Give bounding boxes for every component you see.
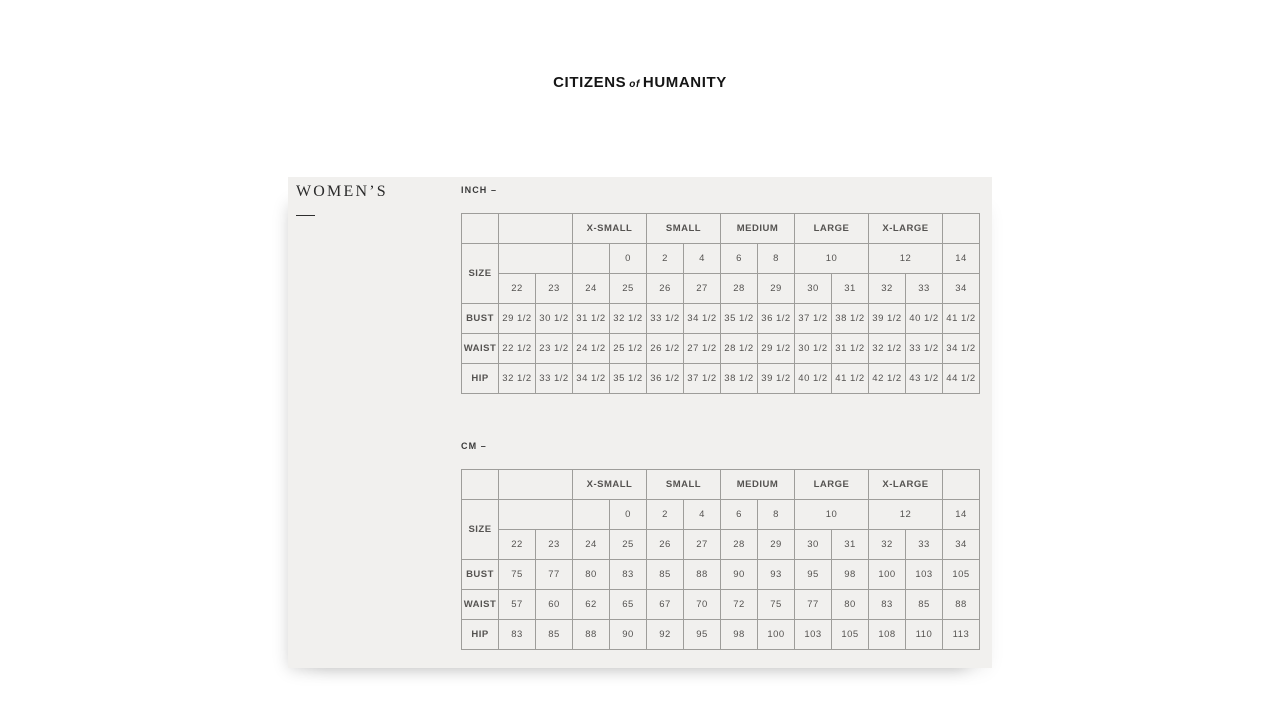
us-size-cell: 10 (795, 244, 869, 274)
measurement-cell: 80 (832, 590, 869, 620)
group-header-medium: MEDIUM (721, 214, 795, 244)
table-row (462, 590, 980, 620)
row-label-bust: BUST (462, 304, 499, 334)
numeric-size-cell: 28 (721, 274, 758, 304)
measurement-cell: 113 (943, 620, 980, 650)
measurement-cell: 28 1/2 (721, 334, 758, 364)
us-size-cell: 4 (684, 500, 721, 530)
measurement-cell: 41 1/2 (832, 364, 869, 394)
measurement-cell: 90 (721, 560, 758, 590)
measurement-cell: 24 1/2 (573, 334, 610, 364)
size-table-section-cm (461, 440, 992, 650)
measurement-cell: 75 (758, 590, 795, 620)
measurement-cell: 83 (610, 560, 647, 590)
numeric-size-cell: 24 (573, 530, 610, 560)
measurement-cell: 57 (499, 590, 536, 620)
group-header-large: LARGE (795, 470, 869, 500)
measurement-cell: 33 1/2 (906, 334, 943, 364)
measurement-cell: 43 1/2 (906, 364, 943, 394)
table-row (462, 214, 980, 244)
numeric-size-cell: 23 (536, 274, 573, 304)
us-size-cell: 6 (721, 244, 758, 274)
brand-logo[interactable] (553, 74, 727, 91)
measurement-cell: 32 1/2 (869, 334, 906, 364)
group-header-x-small: X-SMALL (573, 470, 647, 500)
numeric-size-cell: 22 (499, 530, 536, 560)
group-header-small: SMALL (647, 470, 721, 500)
measurement-cell: 72 (721, 590, 758, 620)
measurement-cell: 100 (869, 560, 906, 590)
size-table-cm (461, 469, 980, 650)
us-size-cell: 14 (943, 244, 980, 274)
unit-label-inch: INCH – (461, 185, 498, 195)
table-row (462, 304, 980, 334)
measurement-cell: 40 1/2 (795, 364, 832, 394)
measurement-cell: 23 1/2 (536, 334, 573, 364)
numeric-size-cell: 27 (684, 530, 721, 560)
brand-logo-word-2: of (629, 79, 640, 90)
us-size-cell: 8 (758, 500, 795, 530)
measurement-cell: 35 1/2 (610, 364, 647, 394)
numeric-size-cell: 26 (647, 274, 684, 304)
blank-cell (499, 500, 573, 530)
us-size-cell: 12 (869, 244, 943, 274)
table-row (462, 274, 980, 304)
measurement-cell: 95 (684, 620, 721, 650)
measurement-cell: 38 1/2 (832, 304, 869, 334)
row-label-bust: BUST (462, 560, 499, 590)
us-size-cell: 12 (869, 500, 943, 530)
table-row (462, 334, 980, 364)
group-header-x-small: X-SMALL (573, 214, 647, 244)
brand-logo-word-1: CITIZENS (553, 74, 627, 91)
us-size-cell: 6 (721, 500, 758, 530)
numeric-size-cell: 22 (499, 274, 536, 304)
measurement-cell: 38 1/2 (721, 364, 758, 394)
measurement-cell: 95 (795, 560, 832, 590)
row-label-size: SIZE (462, 244, 499, 304)
measurement-cell: 34 1/2 (573, 364, 610, 394)
numeric-size-cell: 34 (943, 274, 980, 304)
measurement-cell: 88 (943, 590, 980, 620)
numeric-size-cell: 26 (647, 530, 684, 560)
measurement-cell: 26 1/2 (647, 334, 684, 364)
measurement-cell: 25 1/2 (610, 334, 647, 364)
numeric-size-cell: 30 (795, 530, 832, 560)
measurement-cell: 34 1/2 (684, 304, 721, 334)
size-table-section-inch (461, 184, 992, 394)
numeric-size-cell: 32 (869, 274, 906, 304)
blank-cell (499, 470, 573, 500)
measurement-cell: 90 (610, 620, 647, 650)
measurement-cell: 67 (647, 590, 684, 620)
numeric-size-cell: 31 (832, 530, 869, 560)
us-size-cell: 14 (943, 500, 980, 530)
blank-cell (943, 214, 980, 244)
measurement-cell: 62 (573, 590, 610, 620)
size-chart-sidebar (288, 177, 461, 668)
group-header-large: LARGE (795, 214, 869, 244)
row-label-hip: HIP (462, 364, 499, 394)
measurement-cell: 88 (573, 620, 610, 650)
measurement-cell: 93 (758, 560, 795, 590)
measurement-cell: 103 (795, 620, 832, 650)
measurement-cell: 36 1/2 (758, 304, 795, 334)
table-row (462, 530, 980, 560)
measurement-cell: 85 (906, 590, 943, 620)
numeric-size-cell: 29 (758, 274, 795, 304)
measurement-cell: 31 1/2 (832, 334, 869, 364)
table-row (462, 244, 980, 274)
blank-cell (499, 244, 573, 274)
us-size-cell: 2 (647, 244, 684, 274)
numeric-size-cell: 33 (906, 530, 943, 560)
us-size-cell: 2 (647, 500, 684, 530)
title-underline (296, 215, 315, 216)
measurement-cell: 35 1/2 (721, 304, 758, 334)
measurement-cell: 77 (536, 560, 573, 590)
table-row (462, 500, 980, 530)
measurement-cell: 110 (906, 620, 943, 650)
group-header-x-large: X-LARGE (869, 470, 943, 500)
us-size-cell: 4 (684, 244, 721, 274)
measurement-cell: 30 1/2 (536, 304, 573, 334)
measurement-cell: 37 1/2 (684, 364, 721, 394)
size-tables-container (461, 177, 992, 668)
us-size-cell: 10 (795, 500, 869, 530)
numeric-size-cell: 32 (869, 530, 906, 560)
table-row (462, 620, 980, 650)
measurement-cell: 39 1/2 (758, 364, 795, 394)
row-label-waist: WAIST (462, 590, 499, 620)
measurement-cell: 80 (573, 560, 610, 590)
measurement-cell: 85 (647, 560, 684, 590)
measurement-cell: 83 (499, 620, 536, 650)
measurement-cell: 75 (499, 560, 536, 590)
measurement-cell: 103 (906, 560, 943, 590)
corner-cell (462, 214, 499, 244)
numeric-size-cell: 29 (758, 530, 795, 560)
measurement-cell: 100 (758, 620, 795, 650)
table-row (462, 364, 980, 394)
numeric-size-cell: 31 (832, 274, 869, 304)
measurement-cell: 29 1/2 (499, 304, 536, 334)
measurement-cell: 41 1/2 (943, 304, 980, 334)
measurement-cell: 105 (943, 560, 980, 590)
size-table-inch (461, 213, 980, 394)
measurement-cell: 37 1/2 (795, 304, 832, 334)
numeric-size-cell: 28 (721, 530, 758, 560)
us-size-cell: 0 (610, 500, 647, 530)
measurement-cell: 30 1/2 (795, 334, 832, 364)
measurement-cell: 98 (721, 620, 758, 650)
measurement-cell: 83 (869, 590, 906, 620)
measurement-cell: 31 1/2 (573, 304, 610, 334)
measurement-cell: 105 (832, 620, 869, 650)
measurement-cell: 65 (610, 590, 647, 620)
group-header-x-large: X-LARGE (869, 214, 943, 244)
corner-cell (462, 470, 499, 500)
blank-cell (943, 470, 980, 500)
measurement-cell: 60 (536, 590, 573, 620)
blank-cell (499, 214, 573, 244)
measurement-cell: 88 (684, 560, 721, 590)
table-row (462, 560, 980, 590)
measurement-cell: 34 1/2 (943, 334, 980, 364)
measurement-cell: 77 (795, 590, 832, 620)
measurement-cell: 108 (869, 620, 906, 650)
measurement-cell: 27 1/2 (684, 334, 721, 364)
row-label-size: SIZE (462, 500, 499, 560)
measurement-cell: 70 (684, 590, 721, 620)
group-header-medium: MEDIUM (721, 470, 795, 500)
blank-cell (573, 244, 610, 274)
numeric-size-cell: 27 (684, 274, 721, 304)
group-header-small: SMALL (647, 214, 721, 244)
measurement-cell: 39 1/2 (869, 304, 906, 334)
measurement-cell: 33 1/2 (536, 364, 573, 394)
measurement-cell: 92 (647, 620, 684, 650)
measurement-cell: 32 1/2 (499, 364, 536, 394)
us-size-cell: 0 (610, 244, 647, 274)
page-title: WOMEN’S (296, 183, 388, 200)
measurement-cell: 44 1/2 (943, 364, 980, 394)
measurement-cell: 42 1/2 (869, 364, 906, 394)
table-row (462, 470, 980, 500)
measurement-cell: 32 1/2 (610, 304, 647, 334)
row-label-hip: HIP (462, 620, 499, 650)
numeric-size-cell: 25 (610, 274, 647, 304)
measurement-cell: 33 1/2 (647, 304, 684, 334)
measurement-cell: 40 1/2 (906, 304, 943, 334)
numeric-size-cell: 33 (906, 274, 943, 304)
measurement-cell: 85 (536, 620, 573, 650)
measurement-cell: 36 1/2 (647, 364, 684, 394)
brand-logo-word-3: HUMANITY (642, 74, 727, 91)
numeric-size-cell: 24 (573, 274, 610, 304)
numeric-size-cell: 30 (795, 274, 832, 304)
measurement-cell: 29 1/2 (758, 334, 795, 364)
blank-cell (573, 500, 610, 530)
row-label-waist: WAIST (462, 334, 499, 364)
measurement-cell: 98 (832, 560, 869, 590)
measurement-cell: 22 1/2 (499, 334, 536, 364)
size-chart-panel (288, 177, 992, 668)
us-size-cell: 8 (758, 244, 795, 274)
numeric-size-cell: 23 (536, 530, 573, 560)
unit-label-cm: CM – (461, 441, 487, 451)
numeric-size-cell: 34 (943, 530, 980, 560)
site-header (0, 74, 1280, 92)
numeric-size-cell: 25 (610, 530, 647, 560)
